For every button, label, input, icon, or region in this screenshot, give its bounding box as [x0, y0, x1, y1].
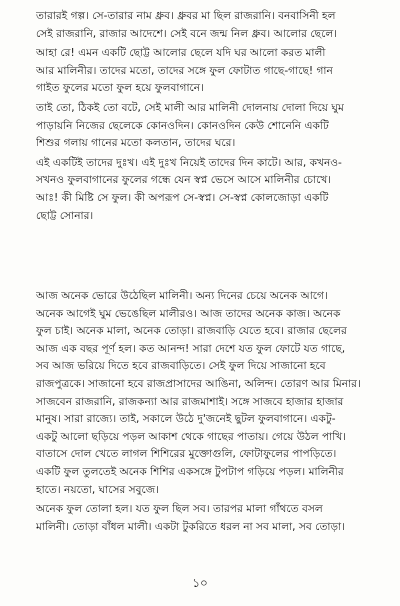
text-line: আর মালিনীর। তাদের মতো, তাদের সঙ্গে ফুল ফোটাত গাছে-গাছে! গান	[36, 64, 333, 77]
paragraph	[36, 8, 370, 43]
text-line: সখনও ফুলবাগানের ফুলের গন্ধে যেন স্বপ্ন ভেসে আসে মালিনীর চোখে।	[36, 174, 332, 187]
text-line: আঃ! কী মিষ্টি সে ফুল। কী অপরূপ সে-স্বপ্ন। সে-স্বপ্ন কোলজোড়া একটি	[36, 191, 329, 204]
text-line: আজ অনেক ভোরে উঠেছিল মালিনী। অন্য দিনের চেয়ে অনেক আগে।	[36, 290, 328, 302]
bottom-text-section	[36, 288, 370, 536]
paragraph	[36, 501, 370, 536]
text-line: মালিনী। তোড়া বাঁধল মালী। একটা টুকরিতে ধরল না সব মালা, সব তোড়া।	[36, 520, 345, 533]
paragraph	[36, 288, 370, 499]
text-line: বাতাসে দোল খেতে লাগল শিশিরের মুক্তোগুলি, ফোটাফুলের পাপড়িতে।	[36, 448, 337, 461]
paragraph	[36, 100, 370, 153]
page-number: ১০	[192, 576, 208, 590]
text-line: শিশুর গলায় গানের মতো কলতান, তাদের ঘরে।	[36, 137, 236, 150]
text-line: আহা রে! এমন একটি ছোট্ট আলোর ছেলে যদি ঘর আলো করত মালী	[36, 47, 326, 60]
text-line: আজ এক বছর পূর্ণ হল। কত আনন্দ! সারা দেশে যত ফুল ফোটে যত গাছে,	[36, 342, 346, 355]
text-line: সেই রাজরানি, রাজার আদেশে। সেই বনে জন্ম নিল ধ্রুব। আলোর ছেলে।	[36, 27, 338, 40]
text-line: গাইত ফুলের মতো ফুল হয়ে ফুলবাগানে।	[36, 82, 204, 95]
paragraph	[36, 155, 370, 225]
text-line: ছোট্ট সোনার।	[36, 209, 94, 222]
text-line: তাই তো, ঠিকই তো বটে, সেই মালী আর মালিনী দোলনায় দোলা দিয়ে ঘুম	[36, 101, 344, 114]
text-line: পাড়ায়নি নিজের ছেলেকে কোনওদিন। কোনওদিন কেউ শোনেনি একটি	[36, 119, 329, 132]
text-line: অনেক আগেই ঘুম ভেঙেছিল মালীরও। আজ তাদের অনেক কাজ। অনেক	[36, 307, 341, 320]
text-line: সব আজ ভরিয়ে দিতে হবে রাজবাড়িতে। সেই ফুল দিয়ে সাজানো হবে	[36, 360, 326, 373]
text-line: হাতে। নয়তো, ঘাসের সবুজে।	[36, 483, 160, 496]
text-line: এই একটিই তাদের দুঃখ। এই দুঃখ নিয়েই তাদের দিন কাটে। আর, কখনও-	[36, 156, 342, 169]
text-line: অনেক ফুল তোলা হল। যত ফুল ছিল সব। তারপর মালা গাঁথতে বসল	[36, 503, 323, 516]
text-line: রাজপুত্রকে। সাজানো হবে রাজপ্রাসাদের আঙিনা, অলিন্দ। তোরণ আর মিনার।	[36, 377, 361, 390]
text-line: একটি ফুল তুলতেই অনেক শিশির একসঙ্গে টুপটাপ গড়িয়ে পড়ল। মালিনীর	[36, 465, 344, 478]
paragraph	[36, 45, 370, 98]
text-line: একটু আলো ছড়িয়ে পড়ল আকাশ থেকে গাছের পাতায়। গেয়ে উঠল পাখি।	[36, 430, 347, 443]
top-text-section	[36, 8, 370, 225]
text-line: ফুল চাই। অনেক মালা, অনেক তোড়া। রাজবাড়ি যেতে হবে। রাজার ছেলের	[36, 325, 347, 338]
text-line: মানুষ। সারা রাজ্যে। তাই, সকালে উঠে দু'জনেই ছুটল ফুলবাগানে। একটু-	[36, 413, 336, 426]
text-line: তারারই গল্প। সে-তারার নাম ধ্রুব। ধ্রুবর মা ছিল রাজরানি। বনবাসিনী হল	[36, 10, 336, 22]
text-line: সাজবেন রাজরানি, রাজকন্যা আর রাজমাশাই। সঙ্গে সাজবে হাজার হাজার	[36, 395, 344, 408]
